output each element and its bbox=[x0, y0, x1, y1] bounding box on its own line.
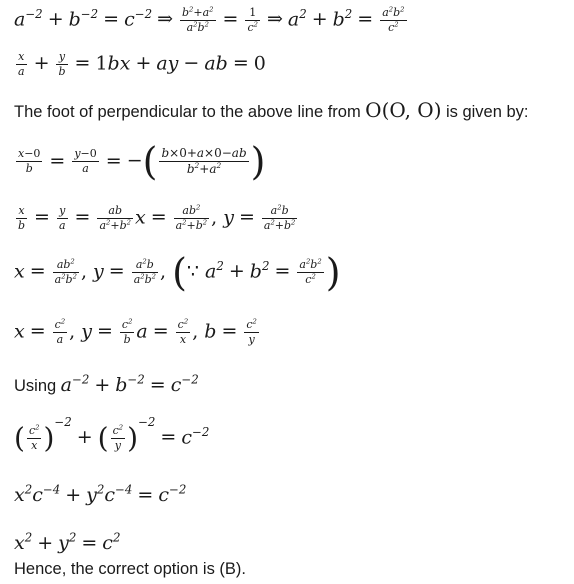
simplified-equation: x = $\frac{c^2}{a}$ , y = $\frac{c^2}{b}$ a = $\frac{c^2}{x}$ , b = $\frac{c^2}{y}$ bbox=[14, 317, 257, 346]
using-label: Using bbox=[14, 377, 57, 395]
foot-sentence bbox=[14, 98, 529, 122]
using-line bbox=[14, 374, 199, 396]
result-equation: $x^2 + y^2 = c^2$ bbox=[14, 530, 121, 554]
substitution-equation: x = $\frac{ab^2}{a^2b^2}$ , y = $\frac{a^2b}{a^2b^2}$ , (∵ $a^2 + b^2$ = $\frac{a^2b^2}{c^2}$ ) bbox=[14, 250, 341, 295]
line-equation: $\frac{x}{a}$ + $\frac{y}{b}$ = 1bx + ay − ab = 0 bbox=[18, 50, 266, 78]
foot-formula: $\frac{x-0}{b}$ = $\frac{y-0}{a}$ = −( $\frac{b\times 0+a\times 0-ab}{b^2+a^2}$ ) bbox=[18, 139, 266, 184]
conclusion-text: Hence, the correct option is (B). bbox=[14, 560, 247, 578]
substituted-equation: ( $\frac{c^2}{x}$ )$^{-2}$+ ( $\frac{c^2}{y}$ )$^{-2}= c^{-2}$ bbox=[14, 414, 210, 455]
using-equation: $a^{-2} + b^{-2} = c^{-2}$ bbox=[60, 372, 199, 396]
origin-point: O(O, O) bbox=[365, 98, 442, 122]
expanded-equation: $x^2c^{-4} + y^2c^{-4} = c^{-2}$ bbox=[14, 482, 187, 506]
equation-step-1: $a^{-2} + b^{-2} = c^{-2}$ ⇒ $\frac{b^2+a^2}{a^2b^2}$ = $\frac{1}{c^2}$ ⇒ $a^2 + b^2$ = $\frac{a^2b^2}{c^2}$ bbox=[14, 5, 405, 34]
foot-prefix: The foot of perpendicular to the above line from bbox=[14, 103, 361, 121]
ratio-equation: $\frac{x}{b}$ = $\frac{y}{a}$ = $\frac{ab}{a^2+b^2}$ x = $\frac{ab^2}{a^2+b^2}$ , y = $\frac{a^2b}{a^2+b^2}$ bbox=[18, 203, 296, 232]
foot-suffix: is given by: bbox=[445, 103, 529, 121]
